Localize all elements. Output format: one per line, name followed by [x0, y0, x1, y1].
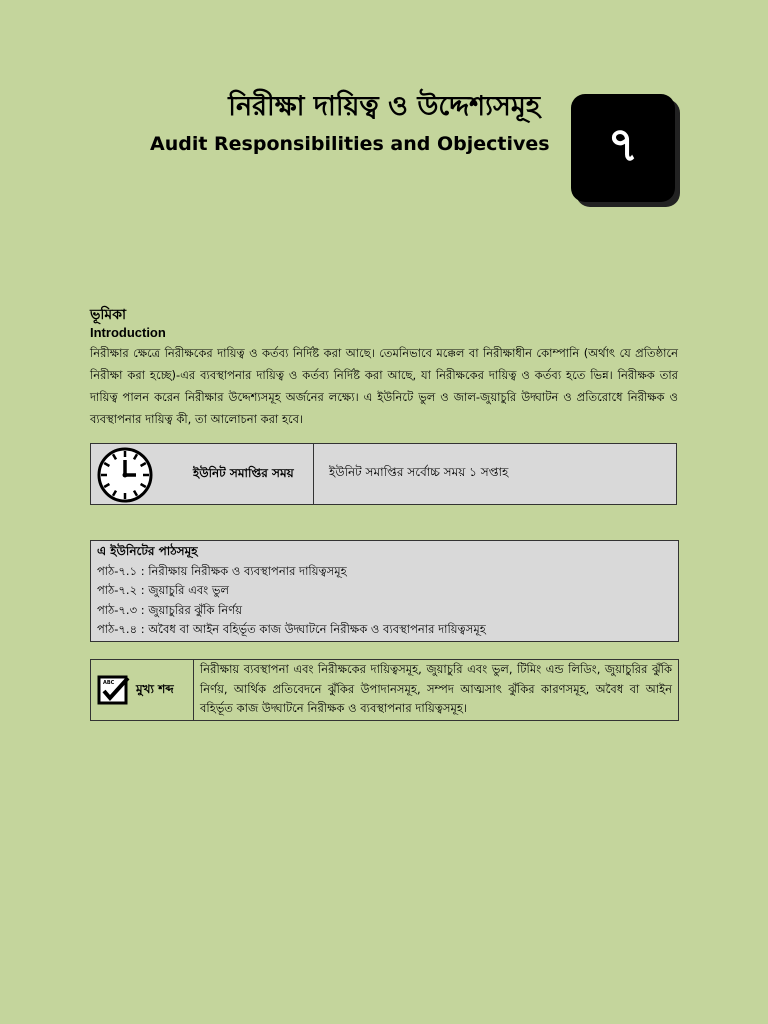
checkbox-icon	[97, 674, 131, 706]
lessons-heading: এ ইউনিটের পাঠসমূহ	[97, 544, 198, 558]
intro-heading-english: Introduction	[90, 325, 166, 340]
unit-number-badge: ৭	[571, 94, 675, 202]
completion-time-label: ইউনিট সমাপ্তির সময়	[193, 466, 294, 480]
chapter-title-bengali: নিরীক্ষা দায়িত্ব ও উদ্দেশ্যসমূহ	[228, 91, 540, 122]
completion-time-box	[90, 443, 677, 505]
lesson-item: পাঠ-৭.৩ : জুয়াচুরির ঝুঁকি নির্ণয়	[97, 602, 243, 617]
checkbox-icon-label: ABC	[103, 680, 115, 686]
keywords-text: নিরীক্ষায় ব্যবস্থাপনা এবং নিরীক্ষকের দায়িত্বসমূহ, জুয়াচুরি এবং ভুল, টিমিং এন্ড লিডিং, জুয়াচুরির ঝুঁকি নির্ণয়, আর্থিক প্রতিবেদনে ঝুঁকির উপাদানসমূহ, সম্পদ আত্মসাৎ ঝুঁকির কারণসমূহ, অবৈধ বা আইন বহির্ভূত কাজ উদ্ঘাটনে নিরীক্ষক ও ব্যবস্থাপনার দায়িত্বসমূহ।	[200, 662, 672, 715]
lesson-item: পাঠ-৭.২ : জুয়াচুরি এবং ভুল	[97, 583, 230, 597]
intro-heading-bengali: ভূমিকা	[90, 307, 127, 323]
intro-paragraph: নিরীক্ষার ক্ষেত্রে নিরীক্ষকের দায়িত্ব ও কর্তব্য নির্দিষ্ট করা আছে। তেমনিভাবে মক্কেল বা নিরীক্ষাধীন কোম্পানি (অর্থাৎ যে প্রতিষ্ঠানে নিরীক্ষা করা হচ্ছে)-এর ব্যবস্থাপনার দায়িত্ব ও কর্তব্য নির্দিষ্ট করা আছে, যা নিরীক্ষকের দায়িত্ব ও কর্তব্য হতে ভিন্ন। নিরীক্ষক তার দায়িত্ব পালন করেন নিরীক্ষার উদ্দেশ্যসমূহ অর্জনের লক্ষ্যে। এ ইউনিটে ভুল ও জাল-জুয়াচুরি উদ্ঘাটন ও প্রতিরোধে নিরীক্ষক ও ব্যবস্থাপনার দায়িত্ব কী, তা আলোচনা করা হবে।	[90, 346, 678, 426]
lesson-item: পাঠ-৭.১ : নিরীক্ষায় নিরীক্ষক ও ব্যবস্থাপনার দায়িত্বসমূহ	[97, 563, 347, 578]
chapter-title-english: Audit Responsibilities and Objectives	[150, 133, 550, 155]
lessons-box	[90, 540, 679, 642]
clock-icon	[97, 447, 153, 503]
completion-time-value: ইউনিট সমাপ্তির সর্বোচ্চ সময় ১ সপ্তাহ	[329, 465, 509, 479]
keywords-label-cell	[91, 660, 194, 720]
keywords-label: মুখ্য শব্দ	[136, 682, 174, 696]
completion-time-label-cell	[91, 444, 314, 504]
keywords-box	[90, 659, 679, 721]
lesson-item: পাঠ-৭.৪ : অবৈধ বা আইন বহির্ভূত কাজ উদ্ঘাটনে নিরীক্ষক ও ব্যবস্থাপনার দায়িত্বসমূহ	[97, 622, 486, 636]
